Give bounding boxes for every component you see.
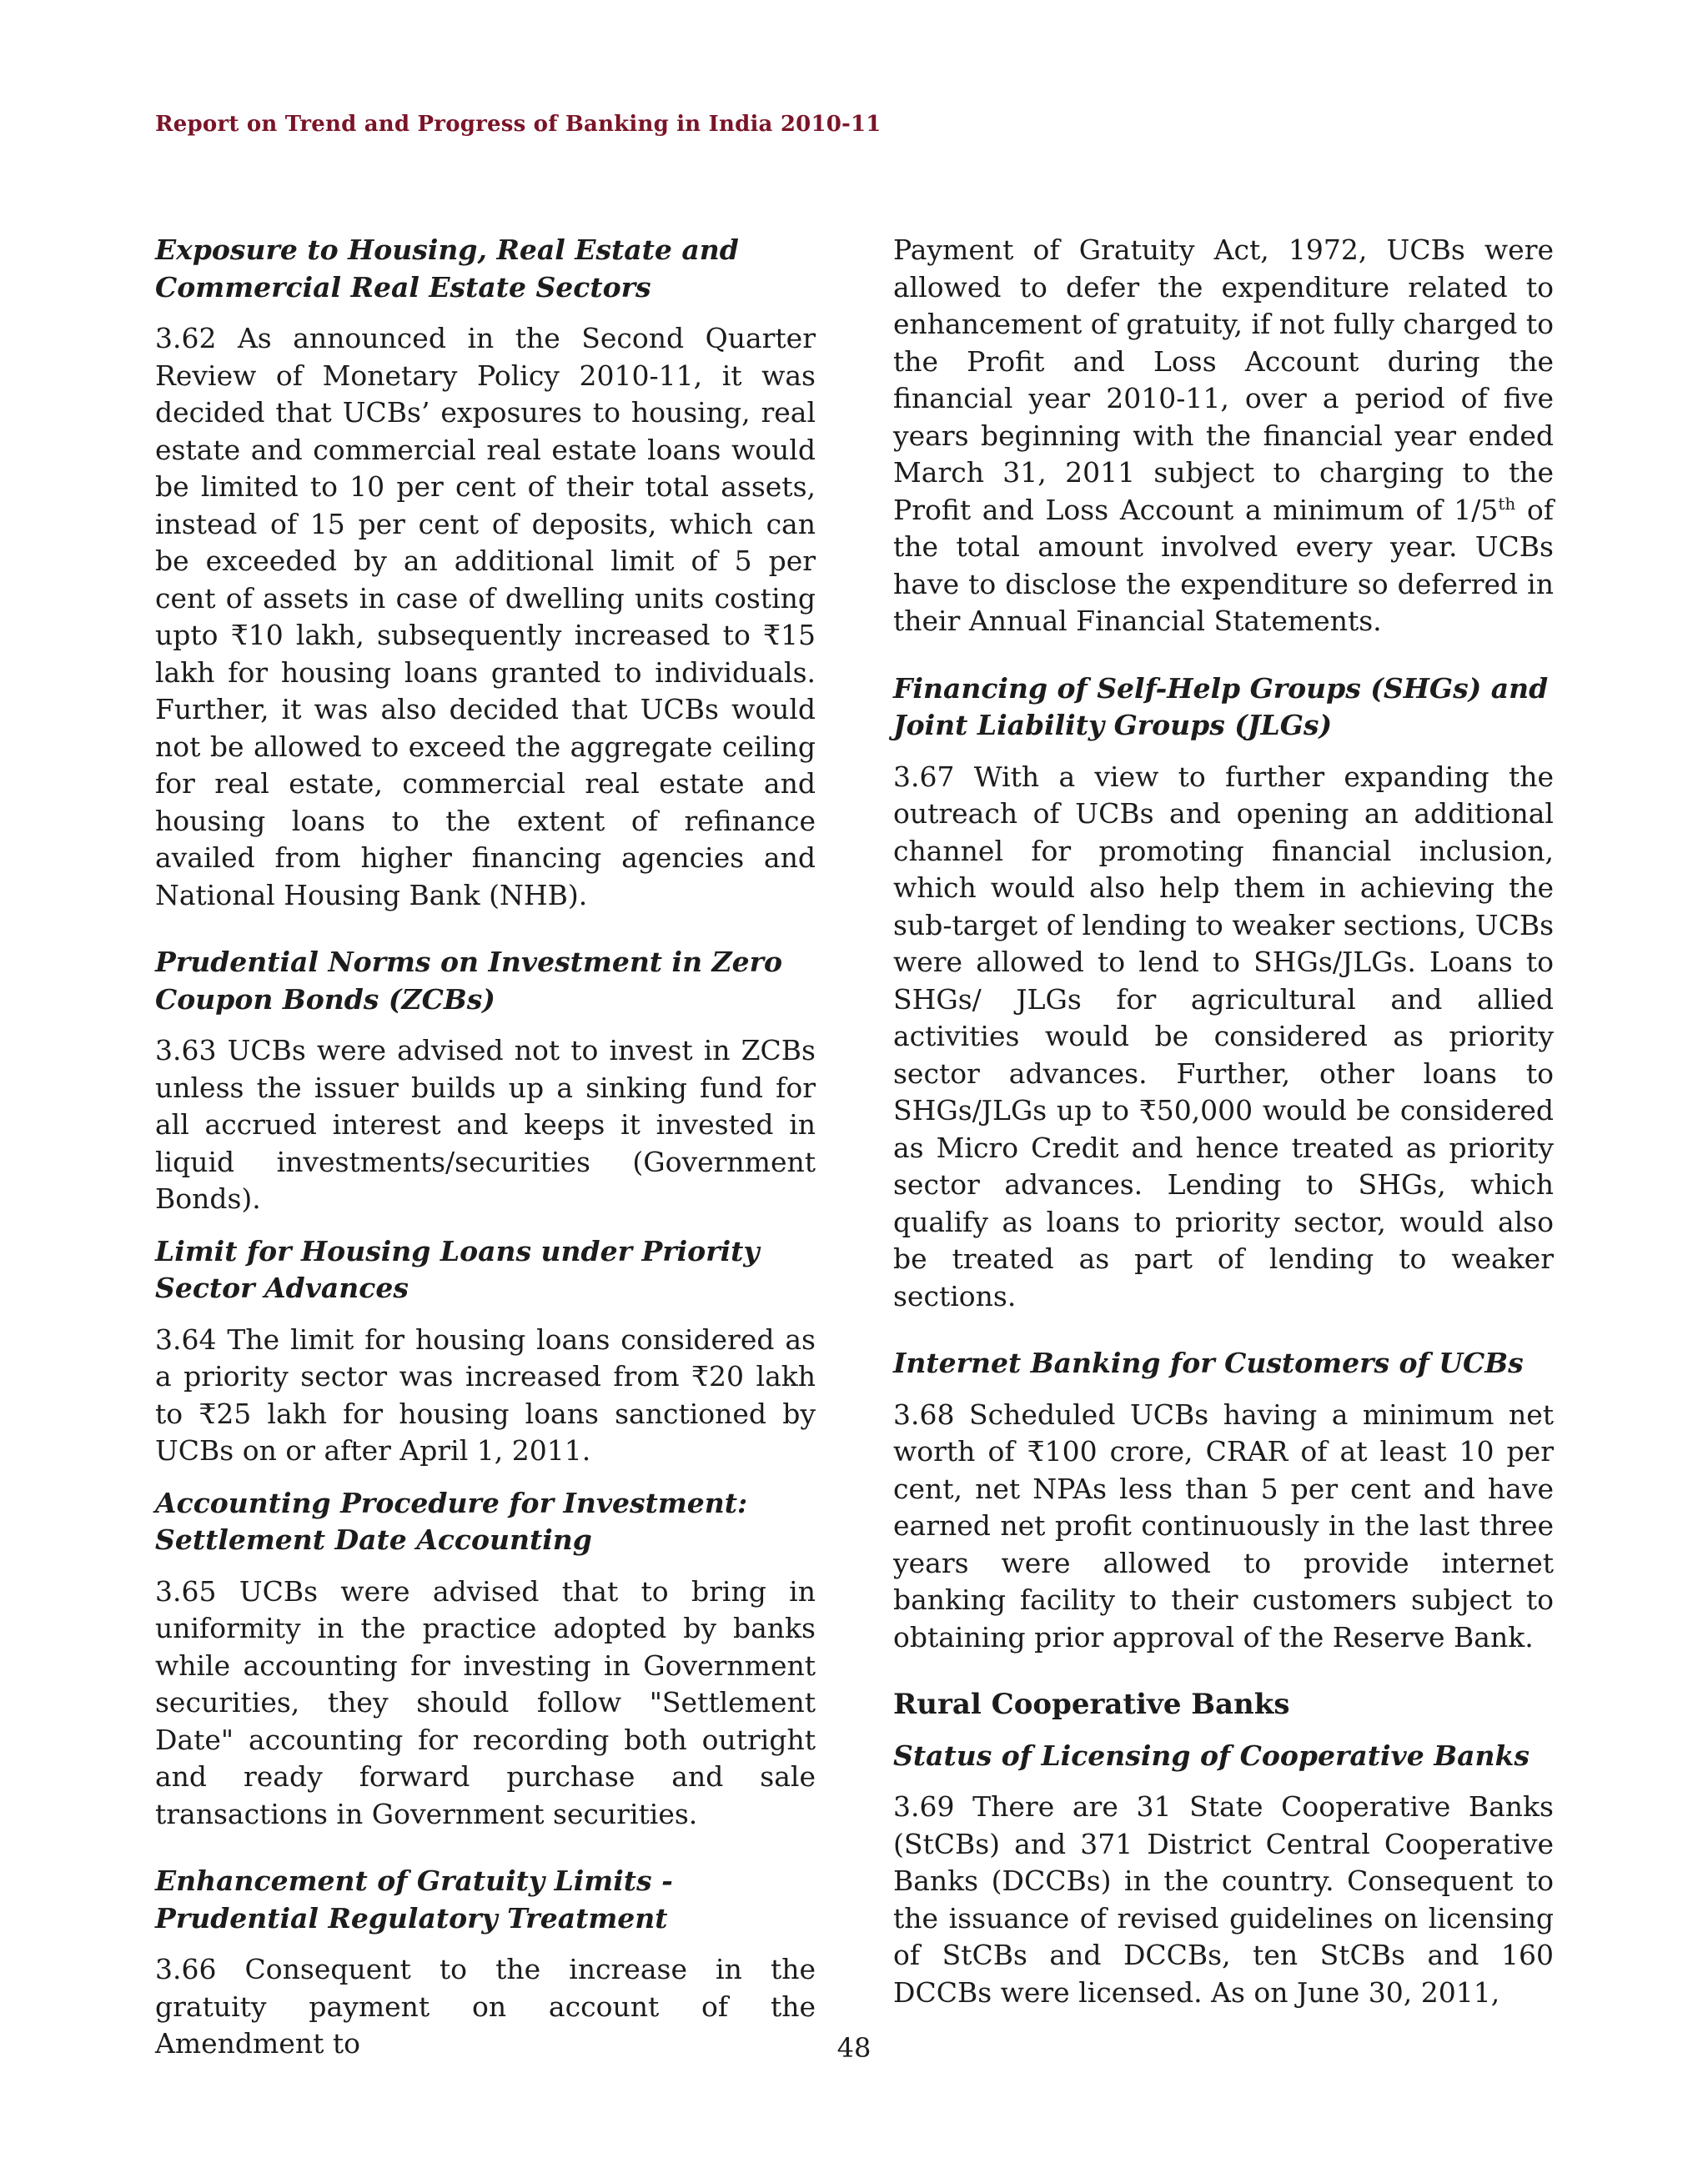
paragraph-3-66-text-a: Payment of Gratuity Act, 1972, UCBs were allowed to defer the expenditure related to enhancement of gratuity, if not fully charged to the Profit and Loss Account during the financial year 2010-11, over a period of five years beginning with the financial year ended March 31, 2011 subject to charging to the Profit and Loss Account a minimum of 1/5: [893, 233, 1554, 526]
heading-rural-cooperative-banks: Rural Cooperative Banks: [893, 1688, 1290, 1721]
paragraph-3-64: 3.64 The limit for housing loans considered as a priority sector was increased from ₹20 lakh to ₹25 lakh for housing loans sanctioned by UCBs on or after April 1, 2011.: [155, 1322, 816, 1467]
paragraph-3-63: 3.63 UCBs were advised not to invest in ZCBs unless the issuer builds up a sinking fund for all accrued interest and keeps it invested in liquid investments/securities (Government Bonds).: [155, 1034, 816, 1215]
heading-internet-banking: Internet Banking for Customers of UCBs: [893, 1347, 1524, 1379]
superscript-th: th: [1498, 493, 1516, 514]
heading-gratuity-limits: Enhancement of Gratuity Limits - Prudential Regulatory Treatment: [155, 1864, 673, 1935]
paragraph-3-69: 3.69 There are 31 State Cooperative Banks (StCBs) and 371 District Central Cooperative Banks (DCCBs) in the country. Consequent to the issuance of revised guidelines on licensing of StCBs and DCCBs, ten StCBs and 160 DCCBs were licensed. As on June 30, 2011,: [893, 1790, 1554, 2009]
page-number: 48: [836, 2032, 872, 2064]
heading-zero-coupon-bonds: Prudential Norms on Investment in Zero Coupon Bonds (ZCBs): [155, 946, 783, 1016]
heading-shg-jlg: Financing of Self-Help Groups (SHGs) and Joint Liability Groups (JLGs): [893, 671, 1549, 741]
running-header: Report on Trend and Progress of Banking in India 2010-11: [155, 112, 882, 137]
left-column: [155, 232, 816, 2063]
paragraph-3-62: 3.62 As announced in the Second Quarter Review of Monetary Policy 2010-11, it was decided that UCBs’ exposures to housing, real estate and commercial real estate loans would be limited to 10 per cent of their total assets, instead of 15 per cent of deposits, which can be exceeded by an additional limit of 5 per cent of assets in case of dwelling units costing upto ₹10 lakh, subsequently increased to ₹15 lakh for housing loans granted to individuals. Further, it was also decided that UCBs would not be allowed to exceed the aggregate ceiling for real estate, commercial real estate and housing loans to the extent of refinance availed from higher financing agencies and National Housing Bank (NHB).: [155, 322, 816, 911]
heading-accounting-procedure: Accounting Procedure for Investment: Settlement Date Accounting: [155, 1486, 748, 1556]
heading-exposure-housing: Exposure to Housing, Real Estate and Commercial Real Estate Sectors: [155, 233, 739, 304]
heading-housing-loan-limit: Limit for Housing Loans under Priority Sector Advances: [155, 1234, 760, 1304]
heading-licensing-status: Status of Licensing of Cooperative Banks: [893, 1739, 1530, 1772]
paragraph-3-67: 3.67 With a view to further expanding the outreach of UCBs and opening an additional channel for promoting financial inclusion, which would also help them in achieving the sub-target of lending to weaker sections, UCBs were allowed to lend to SHGs/JLGs. Loans to SHGs/ JLGs for agricultural and allied activities would be considered as priority sector advances. Further, other loans to SHGs/JLGs up to ₹50,000 would be considered as Micro Credit and hence treated as priority sector advances. Lending to SHGs, which qualify as loans to priority sector, would also be treated as part of lending to weaker sections.: [893, 760, 1554, 1312]
paragraph-3-65: 3.65 UCBs were advised that to bring in uniformity in the practice adopted by banks while accounting for investing in Government securities, they should follow "Settlement Date" accounting for recording both outright and ready forward purchase and sale transactions in Government securities.: [155, 1574, 816, 1830]
right-column: [893, 232, 1554, 2011]
paragraph-3-68: 3.68 Scheduled UCBs having a minimum net worth of ₹100 crore, CRAR of at least 10 per cent, net NPAs less than 5 per cent and have earned net profit continuously in the last three years were allowed to provide internet banking facility to their customers subject to obtaining prior approval of the Reserve Bank.: [893, 1398, 1554, 1654]
paragraph-3-66-start: 3.66 Consequent to the increase in the gratuity payment on account of the Amendment to: [155, 1953, 816, 2060]
paragraph-3-66-text-b: of the total amount involved every year. UCBs have to disclose the expenditure so deferred in their Annual Financial Statements.: [893, 493, 1554, 637]
paragraph-3-66-continued: [893, 232, 1554, 640]
